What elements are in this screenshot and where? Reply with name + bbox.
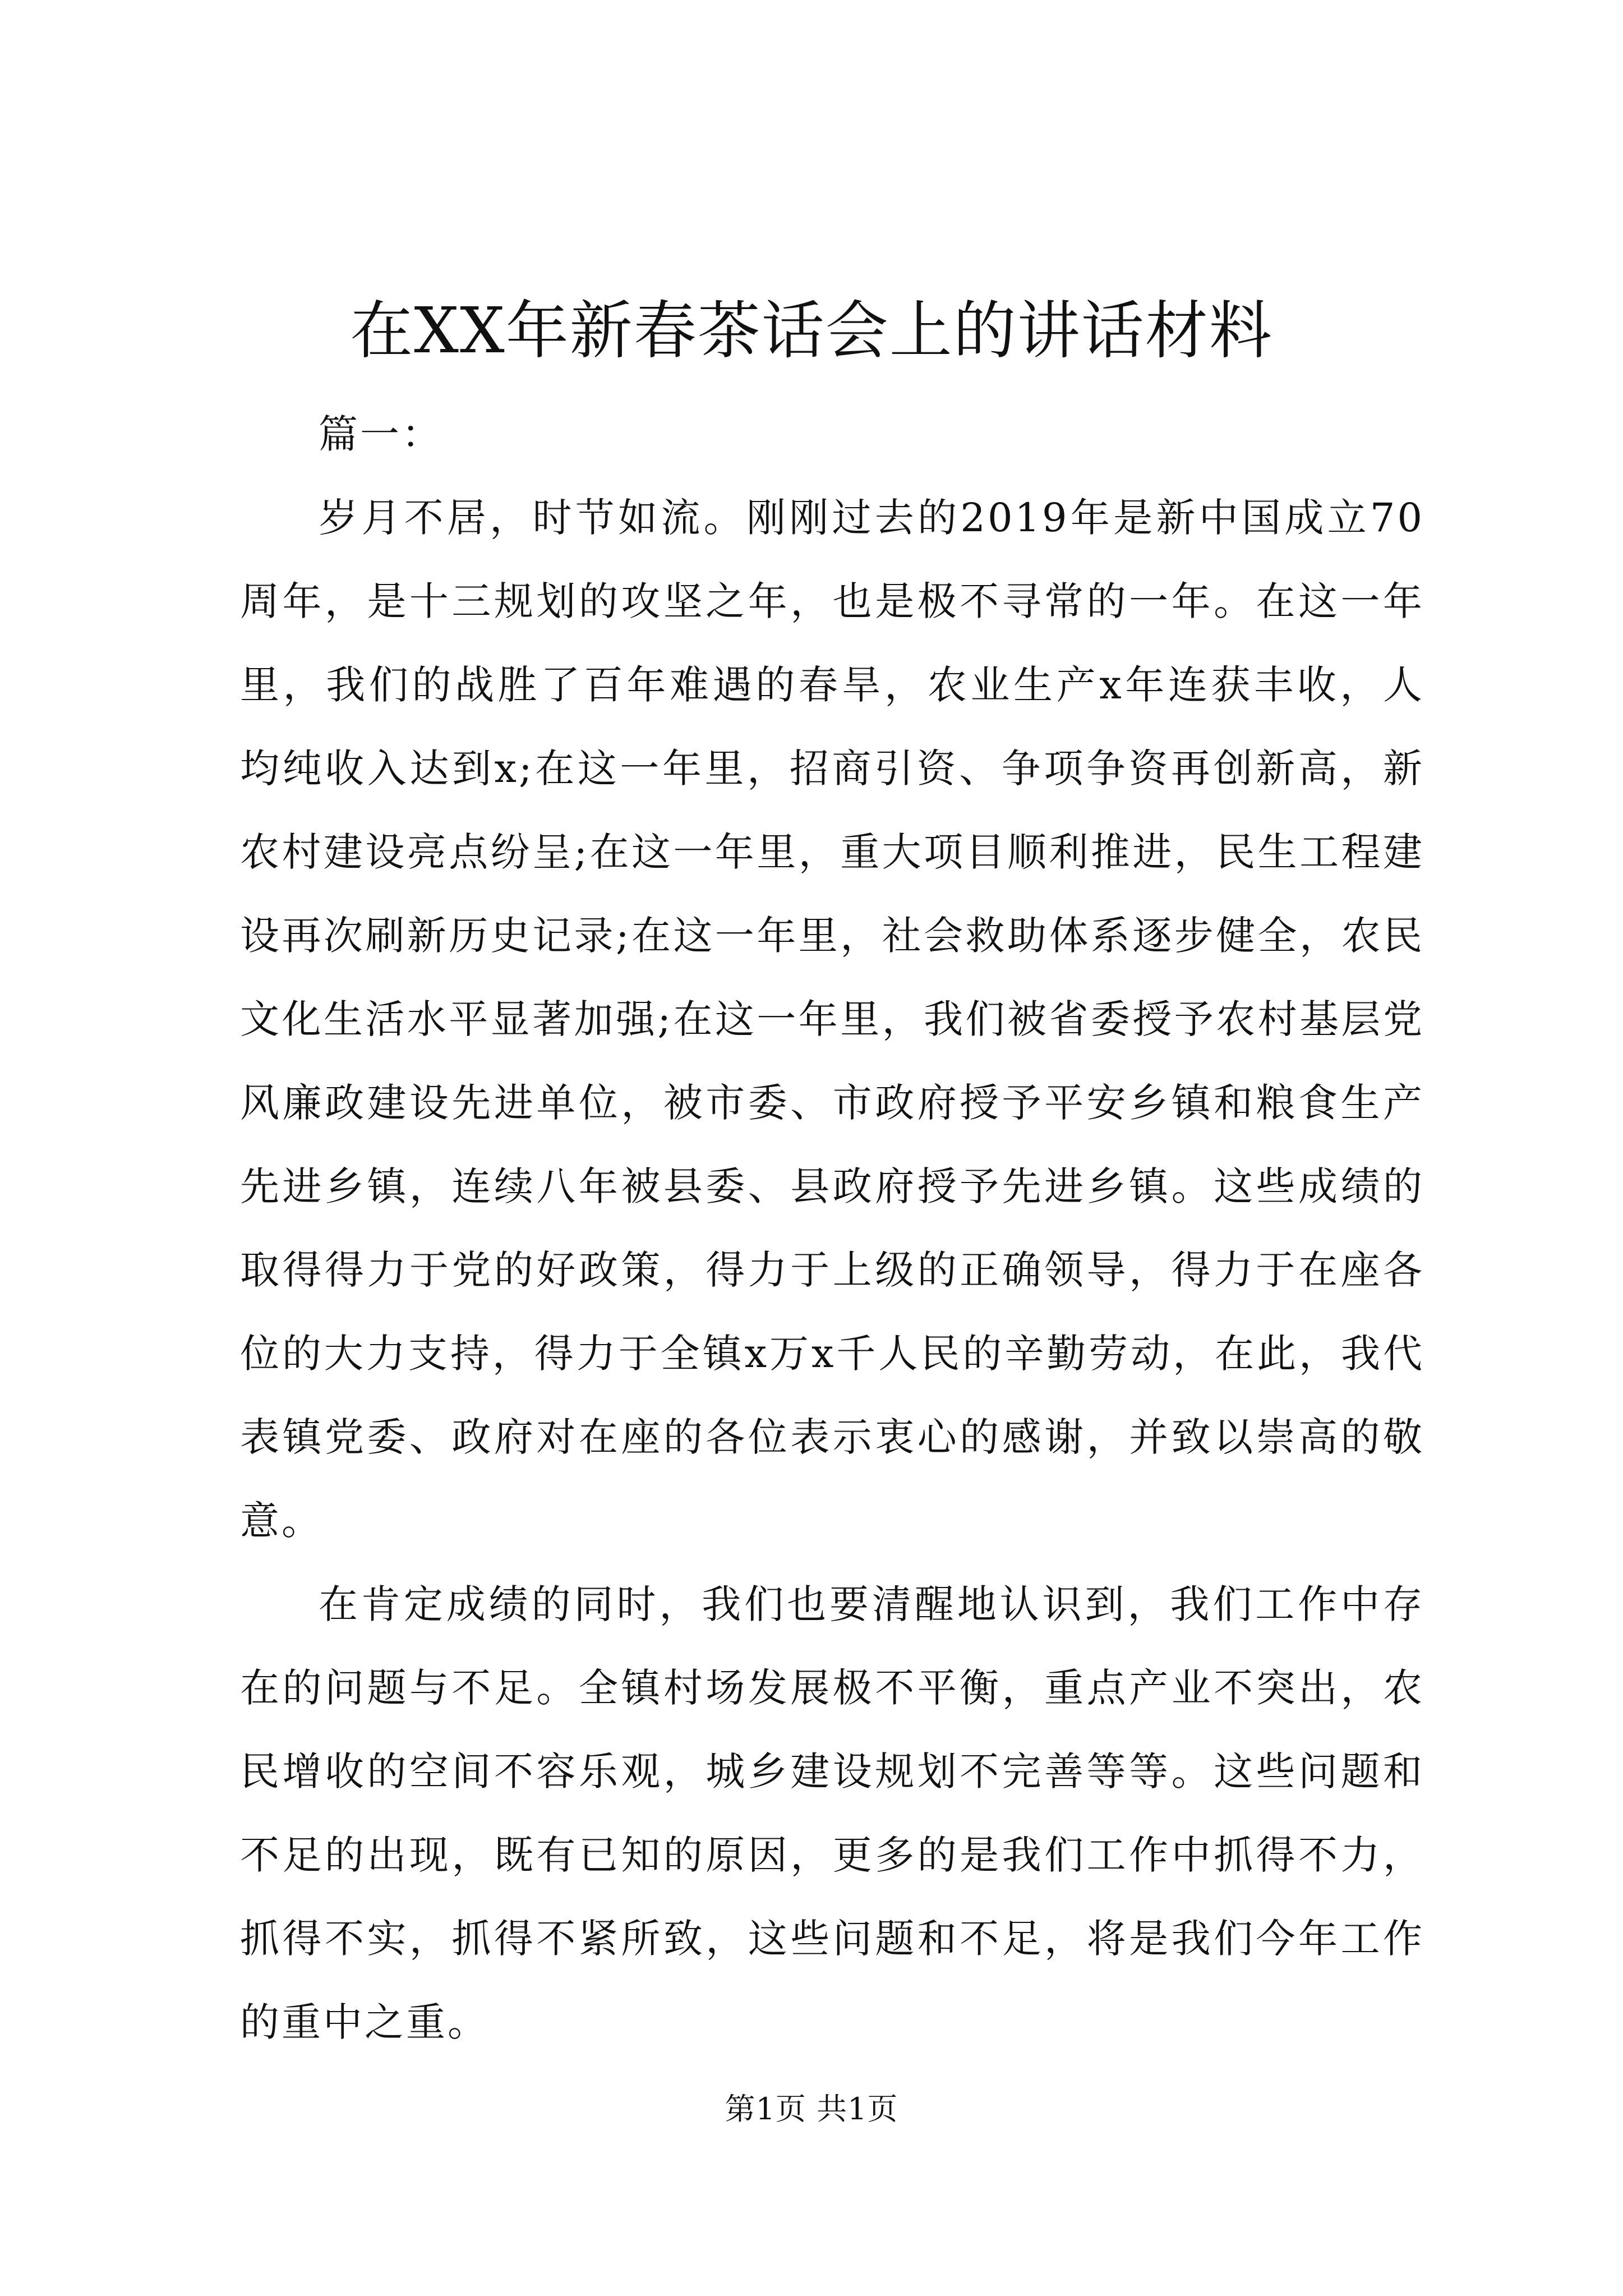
paragraph-2: 在肯定成绩的同时，我们也要清醒地认识到，我们工作中存在的问题与不足。全镇村场发展极不平衡，重点产业不突出，农民增收的空间不容乐观，城乡建设规划不完善等等。这些问题和不足的出现，既有已知的原因，更多的是我们工作中抓得不力，抓得不实，抓得不紧所致，这些问题和不足，将是我们今年工作的重中之重。	[240, 1581, 1424, 2045]
page-footer: 第1页 共1页	[725, 2091, 898, 2127]
document-body	[240, 393, 1424, 2064]
document-title: 在XX年新春茶话会上的讲话材料	[350, 295, 1273, 367]
paragraph-1: 岁月不居，时节如流。刚刚过去的2019年是新中国成立70周年，是十三规划的攻坚之年，也是极不寻常的一年。在这一年里，我们的战胜了百年难遇的春旱，农业生产x年连获丰收，人均纯收入达到x;在这一年里，招商引资、争项争资再创新高，新农村建设亮点纷呈;在这一年里，重大项目顺利推进，民生工程建设再次刷新历史记录;在这一年里，社会救助体系逐步健全，农民文化生活水平显著加强;在这一年里，我们被省委授予农村基层党风廉政建设先进单位，被市委、市政府授予平安乡镇和粮食生产先进乡镇，连续八年被县委、县政府授予先进乡镇。这些成绩的取得得力于党的好政策，得力于上级的正确领导，得力于在座各位的大力支持，得力于全镇x万x千人民的辛勤劳动，在此，我代表镇党委、政府对在座的各位表示衷心的感谢，并致以崇高的敬意。	[240, 495, 1424, 1544]
section-label: 篇一：	[319, 411, 443, 457]
